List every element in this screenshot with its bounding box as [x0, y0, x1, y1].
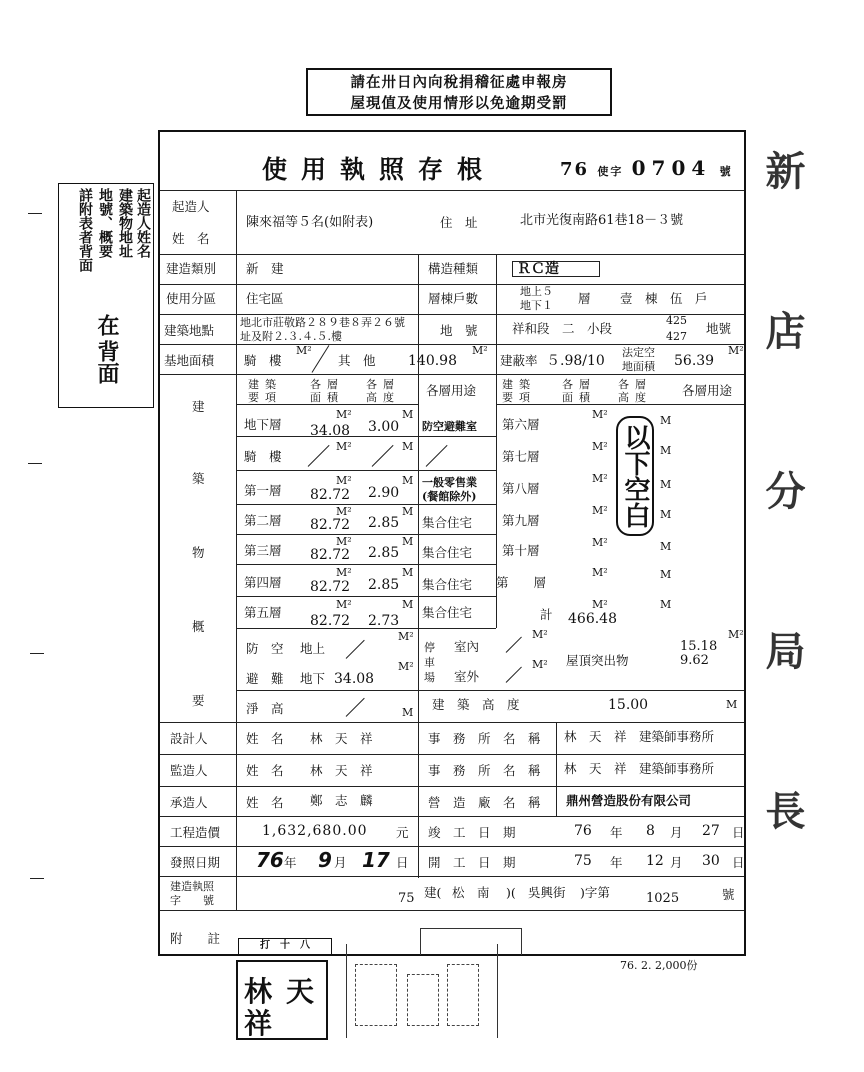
build-permit-district: 松 南 [452, 885, 490, 900]
area-unit: M² [336, 408, 352, 421]
head-area-r2: 面積 [562, 391, 596, 404]
row-line [160, 254, 744, 255]
floor-area: 82.72 [310, 579, 351, 595]
col-line [418, 722, 419, 878]
floor-name: 第五層 [244, 605, 282, 620]
signature-mark [407, 974, 439, 1026]
right-floor-name: 第十層 [502, 543, 540, 558]
r-area-unit: M² [592, 408, 608, 421]
ceiling-label: 淨 高 [246, 701, 284, 716]
building-height: 15.00 [608, 697, 649, 713]
owner-name: 陳來福等５名(如附表) [246, 215, 374, 230]
row-line [160, 910, 744, 911]
height-unit: M [402, 566, 414, 579]
height-unit: M [402, 408, 414, 421]
row-line [160, 314, 744, 315]
col-line [556, 722, 557, 816]
height-unit: M [402, 440, 414, 453]
parking-outdoor-unit: M² [532, 658, 548, 671]
floor-height: 2.85 [368, 515, 400, 531]
col-line [418, 374, 419, 722]
floor-use: 集合住宅 [422, 515, 473, 530]
floor-height: 2.85 [368, 545, 400, 561]
head-use-r: 各層用途 [682, 383, 733, 398]
permit-number-value: 0704 [631, 156, 712, 180]
total-label: 計 [540, 607, 553, 622]
overview-side-3: 物 [192, 545, 205, 560]
legal-open-label1: 法定空 [622, 346, 655, 359]
seal-char: 祥 [244, 1007, 273, 1040]
designer-office-label: 事 務 所 名 稱 [428, 731, 541, 746]
zone: 住宅區 [246, 291, 284, 306]
lot-value: 祥和段 二 小段 [512, 321, 613, 336]
side-stamp-big2: 背面 [94, 340, 120, 384]
build-permit-street: 吳興街 [528, 885, 566, 900]
start-nian: 年 [610, 855, 623, 870]
legal-open-area: 56.39 [674, 353, 715, 369]
structure-label: 構造種類 [428, 261, 479, 276]
start-day: 30 [702, 853, 720, 869]
remarks-label: 附 註 [170, 931, 221, 946]
floor-area: 82.72 [310, 547, 351, 563]
owner-label-a: 起造人 [172, 199, 210, 214]
r-height-unit: M [660, 598, 672, 611]
head-item-2: 要項 [248, 391, 282, 404]
head-item-1: 建築 [248, 378, 282, 391]
build-type: 新 建 [246, 261, 284, 276]
designer-name: 林 天 祥 [310, 731, 373, 746]
build-permit-label-2: 字 號 [170, 894, 214, 907]
completion-label: 竣 工 日 期 [428, 825, 516, 840]
completion-month: 8 [646, 823, 655, 839]
site-area-label: 基地面積 [164, 353, 215, 368]
build-permit-zi: )字第 [580, 885, 610, 900]
row-line [160, 344, 744, 345]
parking-label: 停車場 [424, 641, 435, 684]
floor-height: 2.85 [368, 577, 400, 593]
supervisor-label: 監造人 [170, 763, 208, 778]
supervisor-name-label: 姓 名 [246, 763, 284, 778]
head-area-2: 面積 [310, 391, 344, 404]
row-line [160, 816, 744, 817]
issue-nian: 年 [284, 855, 297, 870]
grid-line [236, 596, 496, 597]
architect-seal [236, 960, 328, 1040]
row-line [160, 722, 744, 723]
buildings-units: 壹 棟 伍 戶 [620, 291, 708, 306]
right-margin-stamp: 新 店 分 局 長 [759, 150, 806, 870]
floors-below: 地下１ [520, 299, 553, 312]
roof-label: 屋頂突出物 [566, 653, 629, 668]
contractor-name: 鄭 志 麟 [310, 793, 373, 808]
shelter-below: 地下 [300, 671, 326, 686]
row-line [160, 786, 744, 787]
height-unit: M [402, 505, 414, 518]
build-permit-jian: 建( [424, 885, 442, 900]
row-line [160, 284, 744, 285]
remarks-stamp: 打 十 八 [238, 938, 332, 956]
site-address-2: 址及附２.３.４.５.樓 [240, 330, 342, 343]
contractor-name-label: 姓 名 [246, 795, 284, 810]
issue-year: 76 [256, 848, 284, 872]
legal-open-unit: M² [728, 344, 744, 357]
side-stamp-col3: 地號、概要 [97, 188, 113, 258]
grid-line [236, 564, 496, 565]
area-unit: M² [336, 474, 352, 487]
below-blank-stamp: 以下空白 [616, 416, 654, 536]
head-area-r1: 各層 [562, 378, 596, 391]
grid-line [236, 534, 496, 535]
row-line [160, 846, 744, 847]
building-height-unit: M [726, 698, 738, 711]
floor-use: 集合住宅 [422, 545, 473, 560]
r-height-unit: M [660, 414, 672, 427]
right-floor-name: 第八層 [502, 481, 540, 496]
side-stamp-big1: 在 [94, 314, 120, 336]
grid-line [236, 504, 496, 505]
row-line [160, 374, 744, 375]
r-area-unit: M² [592, 472, 608, 485]
margin-dash [30, 653, 44, 654]
floor-name: 第三層 [244, 543, 282, 558]
issue-ri: 日 [396, 855, 409, 870]
other-area-label: 其 他 [338, 353, 376, 368]
floors-above: 地上５ [520, 285, 553, 298]
cost-unit: 元 [396, 825, 409, 840]
right-floor-name: 第六層 [502, 417, 540, 432]
supervisor-name: 林 天 祥 [310, 763, 373, 778]
right-floor-name: 第七層 [502, 449, 540, 464]
head-height-1: 各層 [366, 378, 400, 391]
overview-side-5: 要 [192, 693, 205, 708]
grid-line [236, 690, 416, 691]
tax-notice-line2: 屋現值及使用情形以免逾期受罰 [350, 95, 568, 112]
seal-char: 天 [286, 975, 315, 1008]
height-unit: M [402, 474, 414, 487]
permit-word: 使字 [597, 165, 624, 178]
legal-open-label2: 地面積 [622, 360, 655, 373]
shelter-above: 地上 [300, 641, 326, 656]
signature-mark [447, 964, 479, 1026]
zone-label: 使用分區 [166, 291, 217, 306]
contractor-company: 鼎州營造股份有限公司 [566, 793, 692, 808]
permit-hao: 號 [719, 165, 733, 178]
owner-label-b: 姓 名 [172, 231, 210, 246]
overview-side-1: 建 [192, 399, 205, 414]
designer-name-label: 姓 名 [246, 731, 284, 746]
build-type-label: 建造類別 [166, 261, 217, 276]
building-height-label: 建 築 高 度 [432, 697, 520, 712]
start-year: 75 [574, 853, 592, 869]
structure-type: ＲＣ造 [512, 261, 600, 277]
cost-label: 工程造價 [170, 825, 221, 840]
floor-name: 第四層 [244, 575, 282, 590]
arcade-label: 騎 樓 [244, 353, 282, 368]
floor-height: 2.90 [368, 485, 400, 501]
roof-area-1: 15.18 [680, 639, 718, 654]
floor-area: 82.72 [310, 487, 351, 503]
lot-no-2: 427 [666, 330, 687, 343]
shelter-label-2: 避 難 [246, 671, 284, 686]
floor-use: 一般零售業 [422, 476, 477, 489]
right-floor-name: 第 層 [496, 575, 547, 590]
row-line [160, 190, 744, 191]
other-area: 140.98 [408, 353, 457, 369]
tax-notice-stamp [306, 68, 612, 116]
row-line [160, 876, 744, 877]
shelter-below-area: 34.08 [334, 671, 375, 687]
signature-mark [355, 964, 397, 1026]
supervisor-office: 林 天 祥 建築師事務所 [564, 761, 715, 776]
area-unit: M² [336, 598, 352, 611]
build-permit-mid: )( [506, 885, 516, 900]
height-unit: M [402, 535, 414, 548]
site-address-1: 地北市莊敬路２８９巷８弄２６號 [240, 316, 405, 329]
total-area: 466.48 [568, 611, 617, 627]
build-permit-number: 1025 [646, 891, 680, 906]
grid-line [236, 628, 496, 629]
grid-line [236, 436, 496, 437]
floors-label: 層棟戶數 [428, 291, 479, 306]
r-area-unit: M² [592, 504, 608, 517]
area-unit: M² [336, 566, 352, 579]
r-height-unit: M [660, 508, 672, 521]
permit-year: 76 [560, 159, 590, 180]
coverage-label: 建蔽率 [500, 353, 538, 368]
designer-office: 林 天 祥 建築師事務所 [564, 729, 715, 744]
head-height-r1: 各層 [618, 378, 652, 391]
floor-area: 82.72 [310, 517, 351, 533]
lot-no-1: 425 [666, 314, 687, 327]
start-yue: 月 [670, 855, 683, 870]
parking-outdoor: 室外 [454, 669, 480, 684]
roof-unit: M² [728, 628, 744, 641]
build-permit-hao: 號 [722, 887, 735, 902]
build-permit-label-1: 建造執照 [170, 880, 214, 893]
lot-label: 地 號 [440, 323, 478, 338]
r-height-unit: M [660, 568, 672, 581]
other-area-unit: M² [472, 344, 488, 357]
floor-height: 2.73 [368, 613, 400, 629]
r-area-unit: M² [592, 536, 608, 549]
issue-month: 9 [318, 848, 332, 872]
start-label: 開 工 日 期 [428, 855, 516, 870]
margin-dash [28, 463, 42, 464]
r-area-unit: M² [592, 566, 608, 579]
issue-yue: 月 [334, 855, 347, 870]
head-height-2: 高度 [366, 391, 400, 404]
roof-area-2: 9.62 [680, 653, 709, 668]
floor-area: 82.72 [310, 613, 351, 629]
r-height-unit: M [660, 444, 672, 457]
form-title: 使用執照存根 [262, 155, 497, 184]
cost-value: 1,632,680.00 [262, 823, 368, 839]
owner-address-label: 住 址 [440, 215, 478, 230]
coverage: ５.98/10 [546, 353, 605, 369]
build-permit-year: 75 [398, 891, 415, 906]
signature-area [346, 944, 498, 1038]
parking-indoor-unit: M² [532, 628, 548, 641]
side-stamp-col2: 建築物地址 [117, 188, 133, 258]
r-height-unit: M [660, 540, 672, 553]
grid-line [416, 690, 744, 691]
area-unit: M² [336, 440, 352, 453]
col-line [236, 190, 237, 910]
right-floor-name: 第九層 [502, 513, 540, 528]
overview-side-2: 築 [192, 471, 205, 486]
start-month: 12 [646, 853, 664, 869]
tax-notice-line1: 請在卅日內向稅捐稽征處申報房 [350, 74, 568, 91]
overview-side-4: 概 [192, 619, 205, 634]
grid-line [236, 470, 496, 471]
parking-indoor: 室內 [454, 639, 480, 654]
shelter-above-unit: M² [398, 630, 414, 643]
seal-char: 林 [244, 975, 273, 1008]
r-area-unit: M² [592, 440, 608, 453]
floor-use: 集合住宅 [422, 605, 473, 620]
contractor-company-label: 營 造 廠 名 稱 [428, 795, 541, 810]
designer-label: 設計人 [170, 731, 208, 746]
completion-yue: 月 [670, 825, 683, 840]
floor-name: 地下層 [244, 417, 282, 432]
contractor-label: 承造人 [170, 795, 208, 810]
side-stamp [58, 183, 154, 408]
issue-day: 17 [362, 848, 390, 872]
floors-ceng: 層 [578, 291, 591, 306]
floor-use: 集合住宅 [422, 577, 473, 592]
completion-ri: 日 [732, 825, 745, 840]
head-area-1: 各層 [310, 378, 344, 391]
floor-height: 3.00 [368, 419, 400, 435]
completion-nian: 年 [610, 825, 623, 840]
floor-use: 防空避難室 [422, 420, 477, 433]
completion-year: 76 [574, 823, 592, 839]
supervisor-office-label: 事 務 所 名 稱 [428, 763, 541, 778]
area-unit: M² [336, 535, 352, 548]
col-line [496, 254, 497, 374]
completion-day: 27 [702, 823, 720, 839]
owner-address: 北市光復南路61巷18－３號 [520, 213, 684, 228]
lot-di-hao: 地號 [706, 321, 732, 336]
ceiling-unit: M [402, 706, 414, 719]
shelter-label-1: 防 空 [246, 641, 284, 656]
area-unit: M² [336, 505, 352, 518]
head-item-r2: 要項 [502, 391, 536, 404]
side-stamp-col1: 起造人姓名 [135, 188, 151, 258]
print-note: 76. 2. 2,000份 [620, 959, 698, 972]
shelter-below-unit: M² [398, 660, 414, 673]
margin-dash [30, 878, 44, 879]
height-unit: M [402, 598, 414, 611]
floor-name: 第一層 [244, 483, 282, 498]
permit-number [560, 156, 733, 180]
floor-area: 34.08 [310, 423, 351, 439]
head-height-r2: 高度 [618, 391, 652, 404]
arcade-unit: M² [296, 344, 312, 357]
site-label: 建築地點 [164, 323, 215, 338]
head-item-r1: 建築 [502, 378, 536, 391]
floor-use-2: (餐館除外) [422, 490, 477, 503]
side-stamp-col4: 詳附表者背面 [77, 188, 93, 272]
floor-name: 第二層 [244, 513, 282, 528]
r-height-unit: M [660, 478, 672, 491]
issue-date-label: 發照日期 [170, 855, 221, 870]
row-line [160, 754, 744, 755]
r-area-unit: M² [592, 598, 608, 611]
margin-dash [28, 213, 42, 214]
start-ri: 日 [732, 855, 745, 870]
head-use: 各層用途 [426, 383, 477, 398]
floor-name: 騎 樓 [244, 449, 282, 464]
